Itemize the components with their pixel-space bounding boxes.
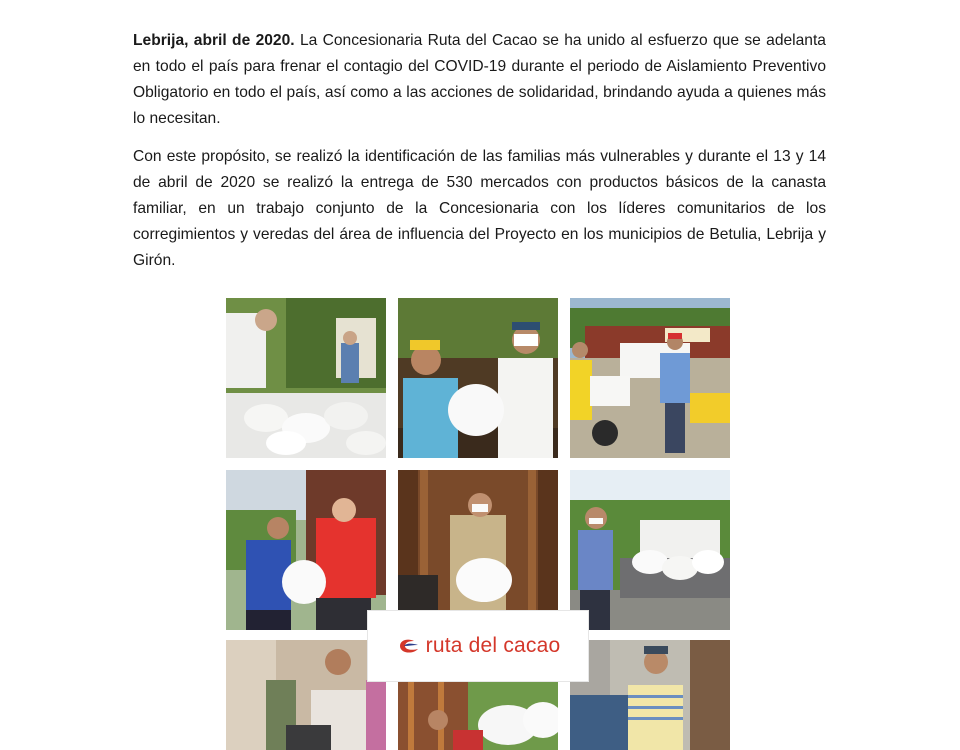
paragraph-intro <box>133 28 826 132</box>
dateline: Lebrija, abril de 2020. <box>133 32 295 49</box>
photo-man-at-gate <box>398 470 558 610</box>
paragraph-purpose <box>133 144 826 274</box>
photo-collage <box>226 298 730 750</box>
purpose-text: Con este propósito, se realizó la identificación de las familias más vulnerables y durante el 13 y 14 de abril de 2020 se realizó la entrega de 530 mercados con productos básicos de la canasta familiar, en un trabajo conjunto de la Concesionaria con los líderes comunitarios de los corregimientos y veredas del área de influencia del Proyecto en los municipios de Betulia, Lebrija y Girón. <box>133 148 826 269</box>
photo-truck-with-bags <box>570 470 730 630</box>
photo-woman-receiving-bag <box>398 298 558 458</box>
photo-man-in-striped-shirt <box>570 640 730 750</box>
cacao-swirl-icon <box>396 635 422 657</box>
photo-volunteers-packing <box>226 298 386 458</box>
photo-woman-at-home <box>226 640 386 750</box>
logo-wordmark: ruta del cacao <box>425 634 561 657</box>
photo-couple-with-bags <box>226 470 386 630</box>
ruta-del-cacao-logo <box>367 610 589 682</box>
photo-bags-stacked <box>398 680 558 750</box>
intro-text: La Concesionaria Ruta del Cacao se ha unido al esfuerzo que se adelanta en todo el país para frenar el contagio del COVID-19 durante el periodo de Aislamiento Preventivo Obligatorio en todo el país, así como a las acciones de solidaridad, brindando ayuda a quienes más lo necesitan. <box>133 32 826 127</box>
photo-motorbike-delivery <box>570 298 730 458</box>
